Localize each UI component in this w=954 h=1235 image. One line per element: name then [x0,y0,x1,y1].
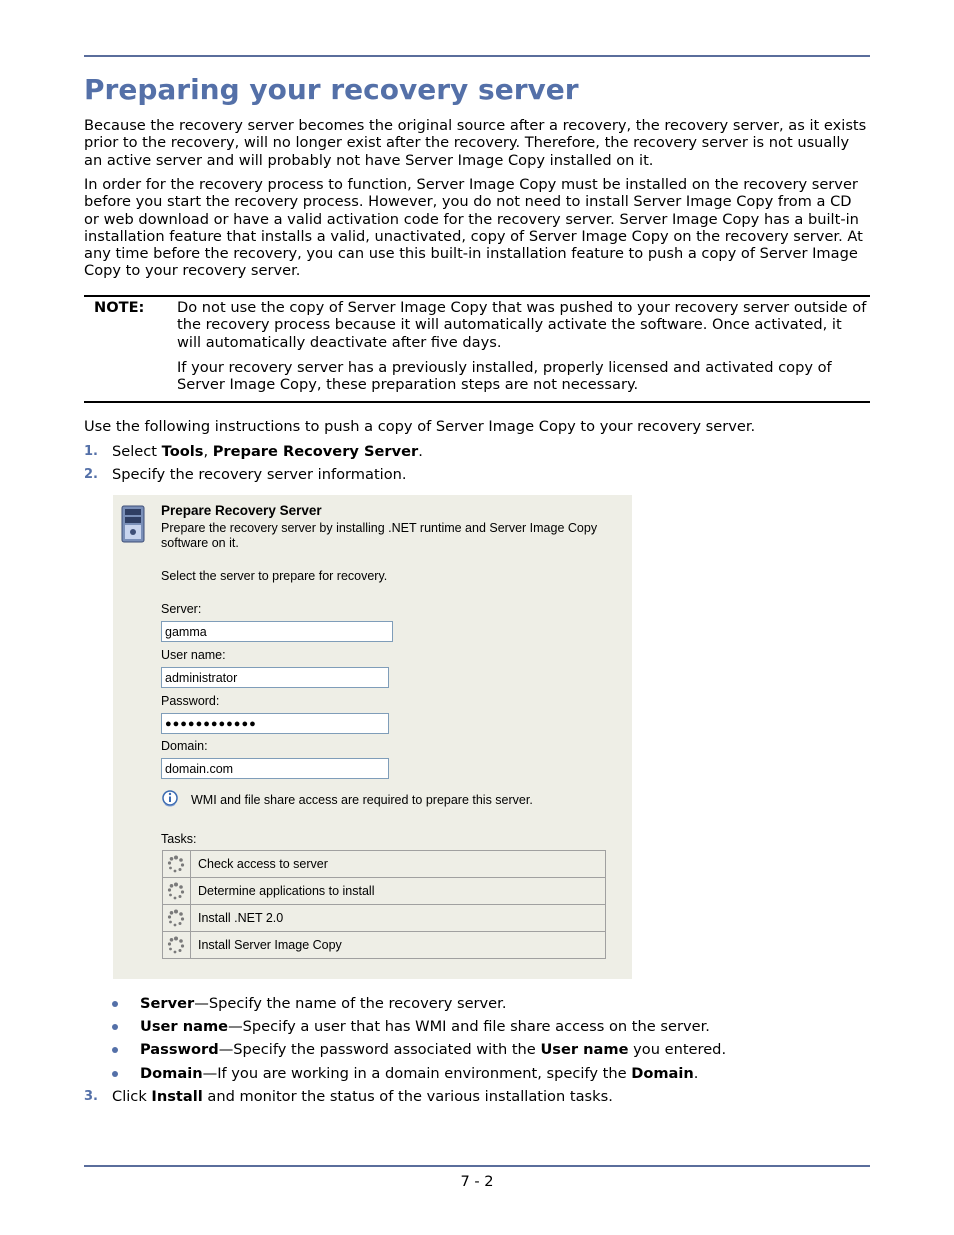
dialog-title: Prepare Recovery Server [161,503,322,518]
dialog-description: Prepare the recovery server by installing .NET runtime and Server Image Copy software on it. [161,521,598,550]
note-paragraph-2: If your recovery server has a previously installed, properly licensed and activated copy of Server Image Copy, these preparation steps are not necessary. [177,359,832,394]
intro-paragraph-1: Because the recovery server becomes the original source after a recovery, the recovery server, as it exists prior to the recovery, will no longer exist after the recovery. Therefore, the recovery server is not usually an active server and will probably not have Server Image Copy installed on it. [84,117,867,169]
pending-icon [163,932,191,958]
password-input[interactable] [161,713,389,734]
pending-icon [163,905,191,931]
step-text: Click Install and monitor the status of the various installation tasks. [112,1088,613,1105]
step-text: Specify the recovery server information. [112,466,407,483]
menu-tools: Tools [161,443,204,460]
note-box [84,295,870,403]
note-label: NOTE: [94,299,145,316]
info-text: WMI and file share access are required to prepare this server. [191,793,533,807]
tasks-list [162,850,606,959]
task-label: Check access to server [198,857,328,871]
bullet-dot [112,1071,118,1077]
username-input[interactable] [161,667,389,688]
server-label: Server: [161,602,202,616]
info-icon [161,789,181,809]
menu-prepare-recovery-server: Prepare Recovery Server [212,443,419,460]
server-input[interactable] [161,621,393,642]
task-row [163,932,605,958]
footer-rule [84,1165,870,1167]
task-row [163,905,605,932]
bullet-dot [112,1001,118,1007]
note-paragraph-1: Do not use the copy of Server Image Copy that was pushed to your recovery server outside of the recovery process because it will automatically activate the software. Once activated, it will automatically deactivate after five days. [177,299,867,351]
step-number: 2. [84,467,98,482]
bullet-dot [112,1047,118,1053]
task-row [163,878,605,905]
task-label: Determine applications to install [198,884,375,898]
step-text: Select Tools, Prepare Recovery Server. [112,443,423,460]
install-term: Install [151,1088,203,1105]
bullet-dot [112,1024,118,1030]
header-rule [84,55,870,57]
pending-icon [163,878,191,904]
page-number: 7 - 2 [460,1173,494,1190]
password-label: Password: [161,694,220,708]
page-title: Preparing your recovery server [84,73,579,106]
username-label: User name: [161,648,226,662]
pending-icon [163,851,191,877]
domain-label: Domain: [161,739,208,753]
instructions-intro: Use the following instructions to push a copy of Server Image Copy to your recovery server. [84,418,756,435]
step-number: 1. [84,444,98,459]
task-label: Install .NET 2.0 [198,911,284,925]
step-number: 3. [84,1089,98,1104]
server-icon [121,505,145,543]
task-row [163,851,605,878]
task-label: Install Server Image Copy [198,938,342,952]
prepare-recovery-server-dialog [113,495,632,979]
tasks-label: Tasks: [161,832,197,846]
domain-input[interactable] [161,758,389,779]
intro-paragraph-2: In order for the recovery process to function, Server Image Copy must be installed on the recovery server before you start the recovery process. However, you do not need to install Server Image Copy from a CD or web download or have a valid activation code for the recovery server. Server Image Copy has a built-in installation feature that installs a valid, unactivated, copy of Server Image Copy on the recovery server. At any time before the recovery, you can use this built-in installation feature to push a copy of Server Image Copy to your recovery server. [84,176,863,280]
dialog-instruction: Select the server to prepare for recovery. [161,569,388,583]
